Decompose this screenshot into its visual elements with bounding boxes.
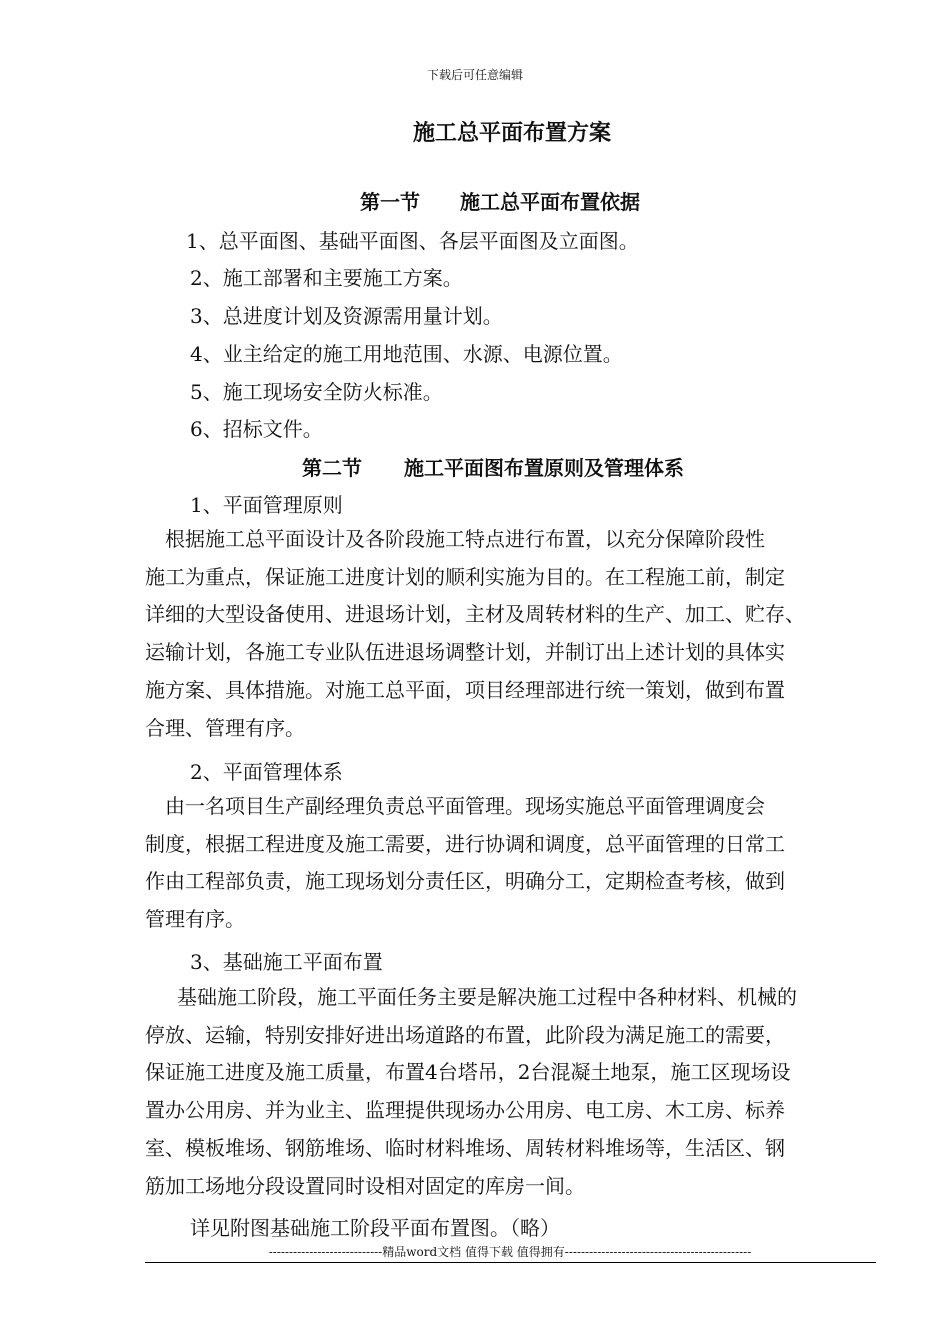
section1-item-2: 2、施工部署和主要施工方案。 <box>190 266 463 290</box>
page-header: 下载后可任意编辑 <box>426 68 523 82</box>
paragraph-line: 停放、运输，特别安排好进出场道路的布置，此阶段为满足施工的需要， <box>145 1022 785 1047</box>
paragraph-line: 基础施工阶段，施工平面任务主要是解决施工过程中各种材料、机械的 <box>177 985 797 1009</box>
section1-item-1: 1、总平面图、基础平面图、各层平面图及立面图。 <box>186 229 639 253</box>
paragraph-line: 施方案、具体措施。对施工总平面，项目经理部进行统一策划，做到布置 <box>145 677 785 702</box>
paragraph-line: 制度，根据工程进度及施工需要，进行协调和调度，总平面管理的日常工 <box>145 831 785 856</box>
section1-item-3: 3、总进度计划及资源需用量计划。 <box>190 304 503 328</box>
section2-subheading-3: 3、基础施工平面布置 <box>190 950 383 974</box>
figure-note: 详见附图基础施工阶段平面布置图。（略） <box>190 1216 560 1240</box>
paragraph-line: 管理有序。 <box>145 907 245 932</box>
paragraph-line: 置办公用房、并为业主、监理提供现场办公用房、电工房、木工房、标养 <box>145 1098 785 1123</box>
paragraph-management-system <box>145 788 880 939</box>
paragraph-management-principle <box>145 521 880 747</box>
paragraph-line: 运输计划，各施工专业队伍进退场调整计划，并制订出上述计划的具体实 <box>145 640 785 665</box>
section2-number: 第二节 <box>302 456 362 480</box>
section1-item-6: 6、招标文件。 <box>190 417 323 441</box>
paragraph-line: 由一名项目生产副经理负责总平面管理。现场实施总平面管理调度会 <box>145 794 765 818</box>
section2-subheading-1: 1、平面管理原则 <box>190 493 343 517</box>
paragraph-line: 合理、管理有序。 <box>145 715 305 740</box>
paragraph-line: 室、模板堆场、钢筋堆场、临时材料堆场、周转材料堆场等，生活区、钢 <box>145 1135 785 1160</box>
paragraph-line: 保证施工进度及施工质量，布置4台塔吊，2台混凝土地泵，施工区现场设 <box>145 1060 791 1085</box>
paragraph-line: 详细的大型设备使用、进退场计划，主材及周转材料的生产、加工、贮存、 <box>145 602 805 627</box>
footer-divider <box>145 1262 876 1263</box>
paragraph-line: 作由工程部负责，施工现场划分责任区，明确分工，定期检查考核，做到 <box>145 869 785 894</box>
section2-subheading-2: 2、平面管理体系 <box>190 760 343 784</box>
page-footer: ----------------------------精品word文档 值得下载 值得拥有---------------------------------------------- <box>268 1245 752 1259</box>
paragraph-line: 筋加工场地分段设置同时设相对固定的库房一间。 <box>145 1173 585 1198</box>
paragraph-line: 施工为重点，保证施工进度计划的顺利实施为目的。在工程施工前，制定 <box>145 564 785 589</box>
section1-item-5: 5、施工现场安全防火标准。 <box>190 380 443 404</box>
section1-item-4: 4、业主给定的施工用地范围、水源、电源位置。 <box>190 342 623 366</box>
section1-number: 第一节 <box>360 190 420 214</box>
section2-heading: 施工平面图布置原则及管理体系 <box>404 456 684 480</box>
page-title: 施工总平面布置方案 <box>412 120 611 146</box>
section1-heading: 施工总平面布置依据 <box>460 190 640 214</box>
paragraph-line: 根据施工总平面设计及各阶段施工特点进行布置，以充分保障阶段性 <box>145 527 765 551</box>
paragraph-foundation-layout <box>145 979 880 1205</box>
